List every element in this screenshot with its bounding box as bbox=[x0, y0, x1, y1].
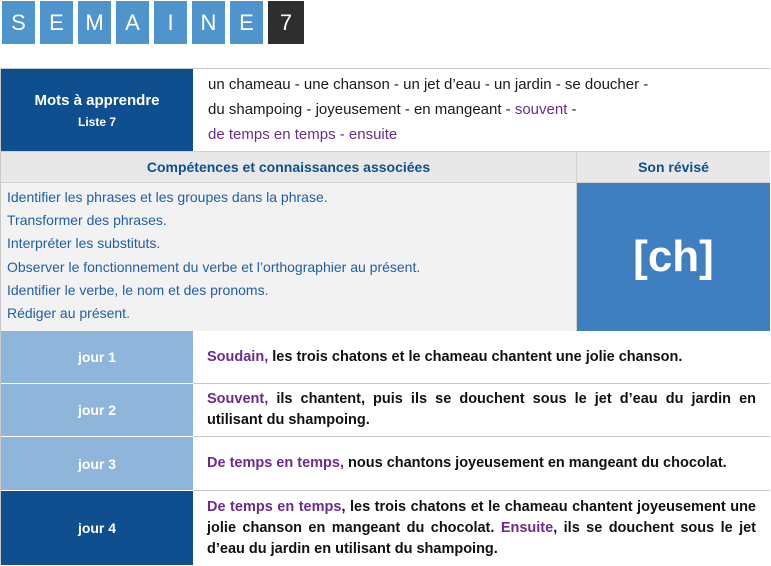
jour-3-label: jour 3 bbox=[1, 437, 193, 491]
jour-2-body: ils chantent, puis ils se douchent sous le jet d’eau du jardin en utilisant du shampoing. bbox=[207, 391, 756, 428]
jour-4-label: jour 4 bbox=[1, 491, 193, 565]
jour-1-label: jour 1 bbox=[1, 331, 193, 384]
jour-2-label: jour 2 bbox=[1, 384, 193, 437]
mots-souvent: souvent bbox=[514, 101, 568, 118]
mots-line-1: un chameau - une chanson - un jet d’eau - un jardin - se doucher - bbox=[208, 76, 649, 93]
jour-3-lead: De temps en temps, bbox=[207, 455, 344, 471]
week-letter: A bbox=[116, 1, 149, 44]
competence-item: Transformer des phrases. bbox=[7, 212, 167, 229]
mots-liste: Liste 7 bbox=[77, 114, 116, 129]
competence-item: Identifier le verbe, le nom et des pronoms. bbox=[7, 281, 269, 298]
jour-4-text bbox=[193, 491, 770, 565]
jour-3-text bbox=[193, 437, 770, 491]
week-header bbox=[2, 1, 304, 44]
jour-1-body: les trois chatons et le chameau chantent une jolie chanson. bbox=[268, 348, 683, 365]
competences-list bbox=[1, 183, 577, 331]
mots-title: Mots à apprendre bbox=[34, 91, 160, 109]
mots-label-cell bbox=[1, 69, 193, 151]
jour-1-lead: Soudain, bbox=[207, 348, 269, 365]
mots-line-3: de temps en temps - ensuite bbox=[208, 126, 398, 143]
son-value: [ch] bbox=[577, 183, 770, 331]
competence-item: Identifier les phrases et les groupes dans la phrase. bbox=[7, 189, 328, 205]
jour-1-text bbox=[193, 331, 770, 384]
jour-2-lead: Souvent, bbox=[207, 391, 269, 407]
week-letter: E bbox=[230, 1, 263, 44]
mots-words-cell bbox=[193, 69, 770, 151]
week-letter: M bbox=[78, 1, 111, 44]
jour-4-lead: De temps en temps bbox=[207, 498, 342, 515]
jour-4-lead2: Ensuite bbox=[500, 519, 554, 536]
jour-4-body: , les trois chatons et le chameau chantent joyeusement une jolie chanson en mangeant du chocolat. bbox=[207, 498, 756, 536]
week-letter: N bbox=[192, 1, 225, 44]
jour-2-text bbox=[193, 384, 770, 437]
week-letter: S bbox=[2, 1, 35, 44]
week-number: 7 bbox=[268, 1, 304, 44]
competence-item: Rédiger au présent. bbox=[7, 305, 130, 322]
week-letter: I bbox=[154, 1, 187, 44]
jour-4-body2: , ils se douchent sous le jet d’eau du jardin en utilisant du shampoing. bbox=[207, 519, 756, 557]
competences-header: Compétences et connaissances associées bbox=[1, 151, 577, 183]
mots-line-2c: - bbox=[567, 101, 577, 118]
son-header: Son révisé bbox=[577, 151, 770, 183]
competence-item: Interpréter les substituts. bbox=[7, 235, 161, 252]
week-letter: E bbox=[40, 1, 73, 44]
mots-line-2 bbox=[208, 97, 770, 122]
mots-line-2a: du shampoing - joyeusement - en mangeant - bbox=[208, 101, 515, 118]
jour-3-body: nous chantons joyeusement en mangeant du chocolat. bbox=[344, 455, 727, 471]
competence-item: Observer le fonctionnement du verbe et l’orthographier au présent. bbox=[7, 258, 421, 275]
